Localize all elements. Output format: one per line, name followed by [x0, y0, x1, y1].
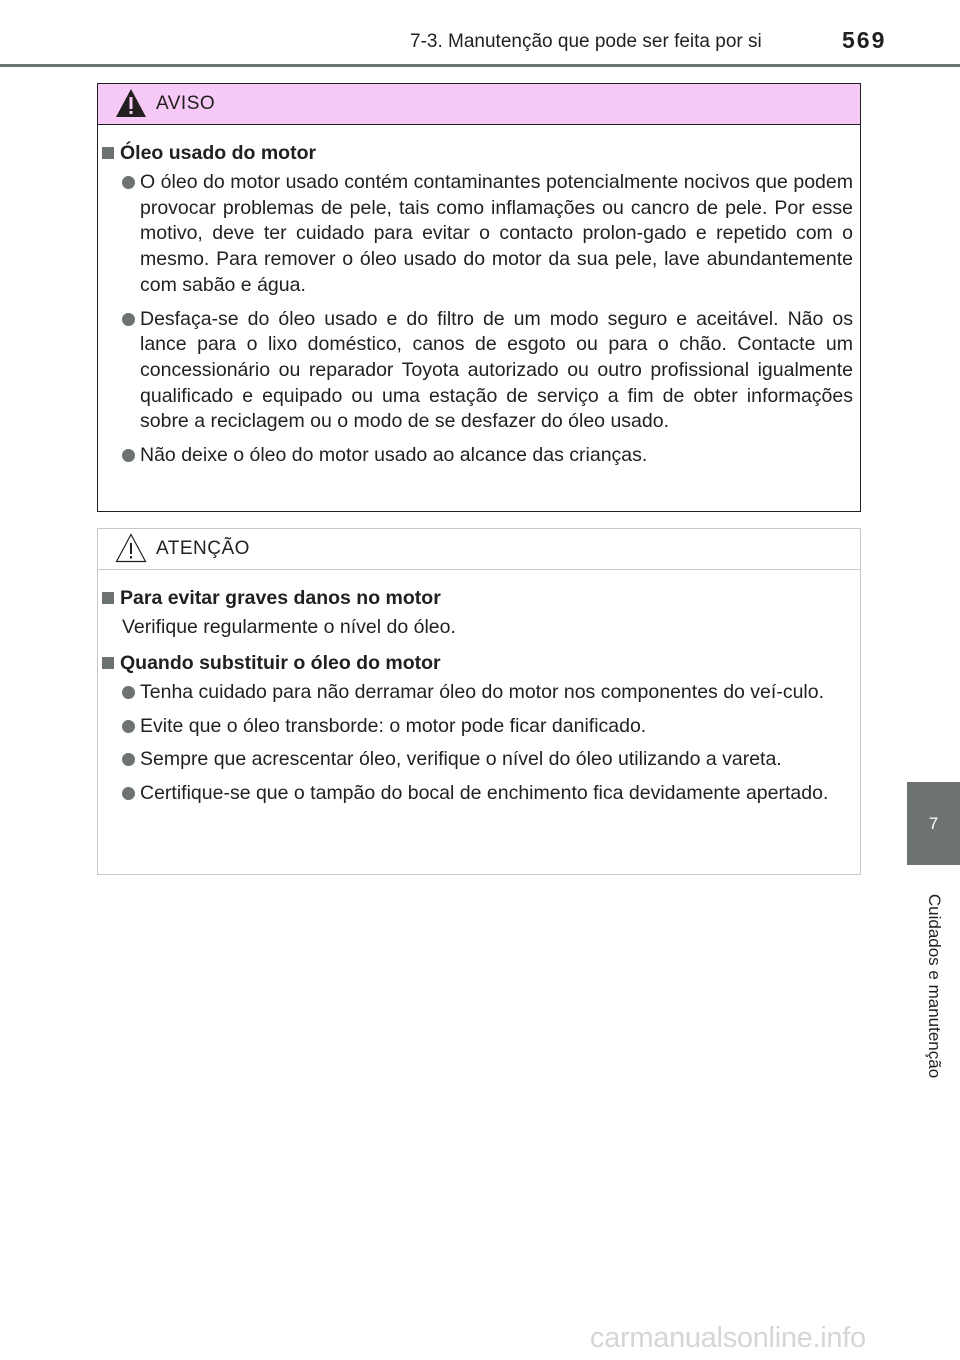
- section-heading: [102, 583, 853, 613]
- round-bullet-icon: [122, 176, 135, 189]
- list-item: [102, 781, 853, 807]
- page-header-title: 7-3. Manutenção que pode ser feita por si: [410, 31, 762, 52]
- list-item: [102, 747, 853, 773]
- warning-box: [97, 83, 861, 512]
- round-bullet-icon: [122, 720, 135, 733]
- warning-box-title: AVISO: [156, 93, 216, 114]
- caution-box-body: [98, 570, 860, 807]
- caution-triangle-icon: [115, 533, 147, 563]
- section-heading-text: Quando substituir o óleo do motor: [120, 652, 441, 674]
- list-item-text: Evite que o óleo transborde: o motor pode ficar danificado.: [140, 714, 647, 737]
- round-bullet-icon: [122, 753, 135, 766]
- chapter-tab: [907, 782, 960, 865]
- round-bullet-icon: [122, 787, 135, 800]
- list-item: [102, 170, 853, 299]
- square-bullet-icon: [102, 147, 114, 159]
- list-item: [102, 714, 853, 740]
- header-rule: [0, 64, 960, 67]
- round-bullet-icon: [122, 313, 135, 326]
- section-heading: [102, 648, 853, 678]
- page-number: 569: [842, 27, 887, 53]
- section-text: Verifique regularmente o nível do óleo.: [122, 616, 456, 638]
- list-item-text: Tenha cuidado para não derramar óleo do motor nos componentes do veí-culo.: [140, 681, 825, 703]
- section-heading-text: Óleo usado do motor: [120, 142, 317, 164]
- list-item-text: Sempre que acrescentar óleo, verifique o nível do óleo utilizando a vareta.: [140, 748, 782, 771]
- list-item-text: Certifique-se que o tampão do bocal de enchimento fica devidamente apertado.: [140, 782, 829, 805]
- caution-box-title: ATENÇÃO: [156, 538, 250, 559]
- list-item: [102, 307, 853, 436]
- chapter-number: 7: [928, 813, 939, 833]
- list-item: [102, 443, 853, 469]
- warning-box-body: [98, 125, 860, 469]
- section-heading-text: Para evitar graves danos no motor: [120, 587, 441, 609]
- warning-triangle-icon: [115, 88, 147, 118]
- round-bullet-icon: [122, 686, 135, 699]
- list-item-text: O óleo do motor usado contém contaminantes potencialmente nocivos que podem provocar problemas de pele, tais como inflamações ou cancro de pele. Por esse motivo, deve ter cuidado para evitar o contacto prolon-gado e repetido com o mesmo. Para remover o óleo usado do motor da sua pele, lave abundantemente com sabão e água.: [140, 171, 853, 296]
- caution-box-header: [98, 529, 860, 570]
- list-item-text: Não deixe o óleo do motor usado ao alcance das crianças.: [140, 444, 648, 467]
- round-bullet-icon: [122, 449, 135, 462]
- chapter-label: Cuidados e manutenção: [925, 893, 944, 1079]
- square-bullet-icon: [102, 592, 114, 604]
- watermark: carmanualsonline.info: [590, 1322, 866, 1354]
- square-bullet-icon: [102, 657, 114, 669]
- warning-box-header: [98, 84, 860, 125]
- list-item: [102, 680, 853, 706]
- caution-box: [97, 528, 861, 875]
- list-item-text: Desfaça-se do óleo usado e do filtro de um modo seguro e aceitável. Não os lance para o lixo doméstico, canos de esgoto ou para o chão. Contacte um concessionário ou reparador Toyota autorizado ou outro profissional igualmente qualificado e equipado ou uma estação de serviço a fim de obter informações sobre a reciclagem ou o modo de se desfazer do óleo usado.: [140, 307, 853, 433]
- section-heading: [102, 138, 853, 168]
